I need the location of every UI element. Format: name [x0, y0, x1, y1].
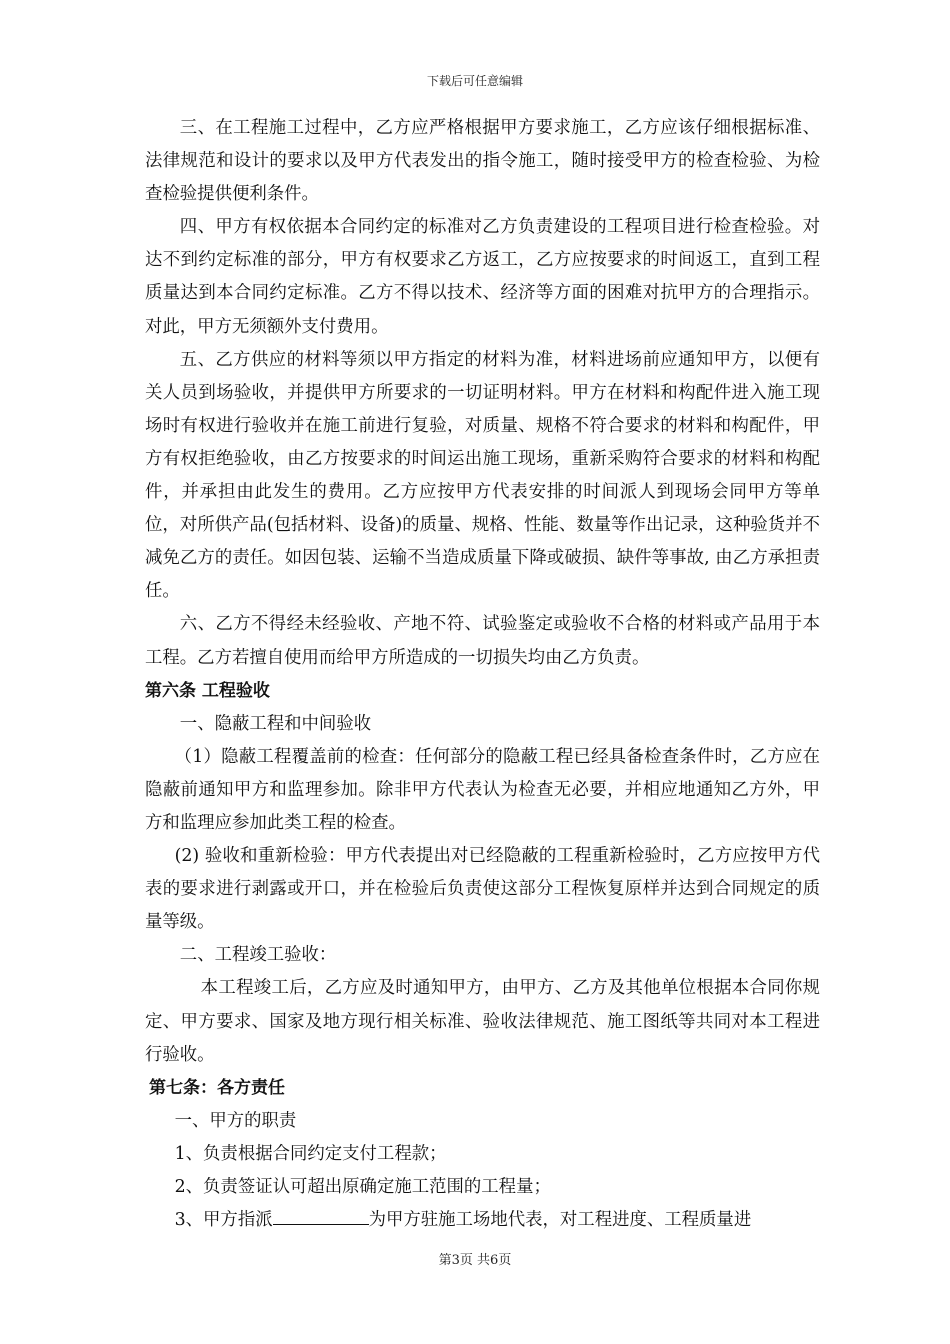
- article-7-item-3-rest: 为甲方驻施工场地代表，对工程进度、工程质量进: [368, 1210, 752, 1231]
- document-body: [145, 112, 820, 1237]
- article-7-title: 第七条：各方责任: [149, 1077, 285, 1098]
- article-6-item-2: (2) 验收和重新检验：甲方代表提出对已经隐蔽的工程重新检验时，乙方应按甲方代表的要求进行剥露或开口，并在检验后负责使这部分工程恢复原样并达到合同规定的质量等级。: [145, 846, 820, 933]
- clause-6: 六、乙方不得经未经验收、产地不符、试验鉴定或验收不合格的材料或产品用于本工程。乙方若擅自使用而给甲方所造成的一切损失均由乙方负责。: [145, 614, 820, 668]
- article-6-item-1: （1）隐蔽工程覆盖前的检查：任何部分的隐蔽工程已经具备检查条件时，乙方应在隐蔽前通知甲方和监理参加。除非甲方代表认为检查无必要，并相应地通知乙方外，甲方和监理应参加此类工程的检查。: [145, 746, 820, 833]
- article-7-item-1: 1、负责根据合同约定支付工程款；: [174, 1143, 447, 1164]
- article-6-section-2-text: 本工程竣工后，乙方应及时通知甲方，由甲方、乙方及其他单位根据本合同你规定、甲方要求、国家及地方现行相关标准、验收法律规范、施工图纸等共同对本工程进行验收。: [145, 978, 820, 1065]
- clause-5: 五、乙方供应的材料等须以甲方指定的材料为准，材料进场前应通知甲方，以便有关人员到场验收，并提供甲方所要求的一切证明材料。甲方在材料和构配件进入施工现场时有权进行验收并在施工前进行复验，对质量、规格不符合要求的材料和构配件，甲方有权拒绝验收，由乙方按要求的时间运出施工现场，重新采购符合要求的材料和构配件，并承担由此发生的费用。乙方应按甲方代表安排的时间派人到现场会同甲方等单位，对所供产品(包括材料、设备)的质量、规格、性能、数量等作出记录，这种验货并不减免乙方的责任。如因包装、运输不当造成质量下降或破损、缺件等事故, 由乙方承担责任。: [145, 349, 820, 602]
- article-7-item-3-lead: 3、甲方指派: [174, 1210, 273, 1231]
- representative-blank: [273, 1205, 369, 1225]
- article-7-item-3: [145, 1204, 820, 1237]
- clause-4: 四、甲方有权依据本合同约定的标准对乙方负责建设的工程项目进行检查检验。对达不到约定标准的部分，甲方有权要求乙方返工，乙方应按要求的时间返工，直到工程质量达到本合同约定标准。乙方不得以技术、经济等方面的困难对抗甲方的合理指示。对此，甲方无须额外支付费用。: [145, 217, 820, 337]
- page-header: 下载后可任意编辑: [426, 74, 523, 88]
- clause-3: 三、在工程施工过程中，乙方应严格根据甲方要求施工，乙方应该仔细根据标准、法律规范和设计的要求以及甲方代表发出的指令施工，随时接受甲方的检查检验、为检查检验提供便利条件。: [145, 118, 820, 205]
- article-6-section-2: 二、工程竣工验收：: [179, 945, 337, 966]
- page-footer: 第3页 共6页: [438, 1253, 512, 1268]
- article-7-section-1: 一、甲方的职责: [174, 1110, 297, 1131]
- article-6-title: 第六条 工程验收: [145, 680, 270, 701]
- article-7-item-2: 2、负责签证认可超出原确定施工范围的工程量；: [174, 1177, 551, 1197]
- article-6-section-1: 一、隐蔽工程和中间验收: [179, 713, 372, 734]
